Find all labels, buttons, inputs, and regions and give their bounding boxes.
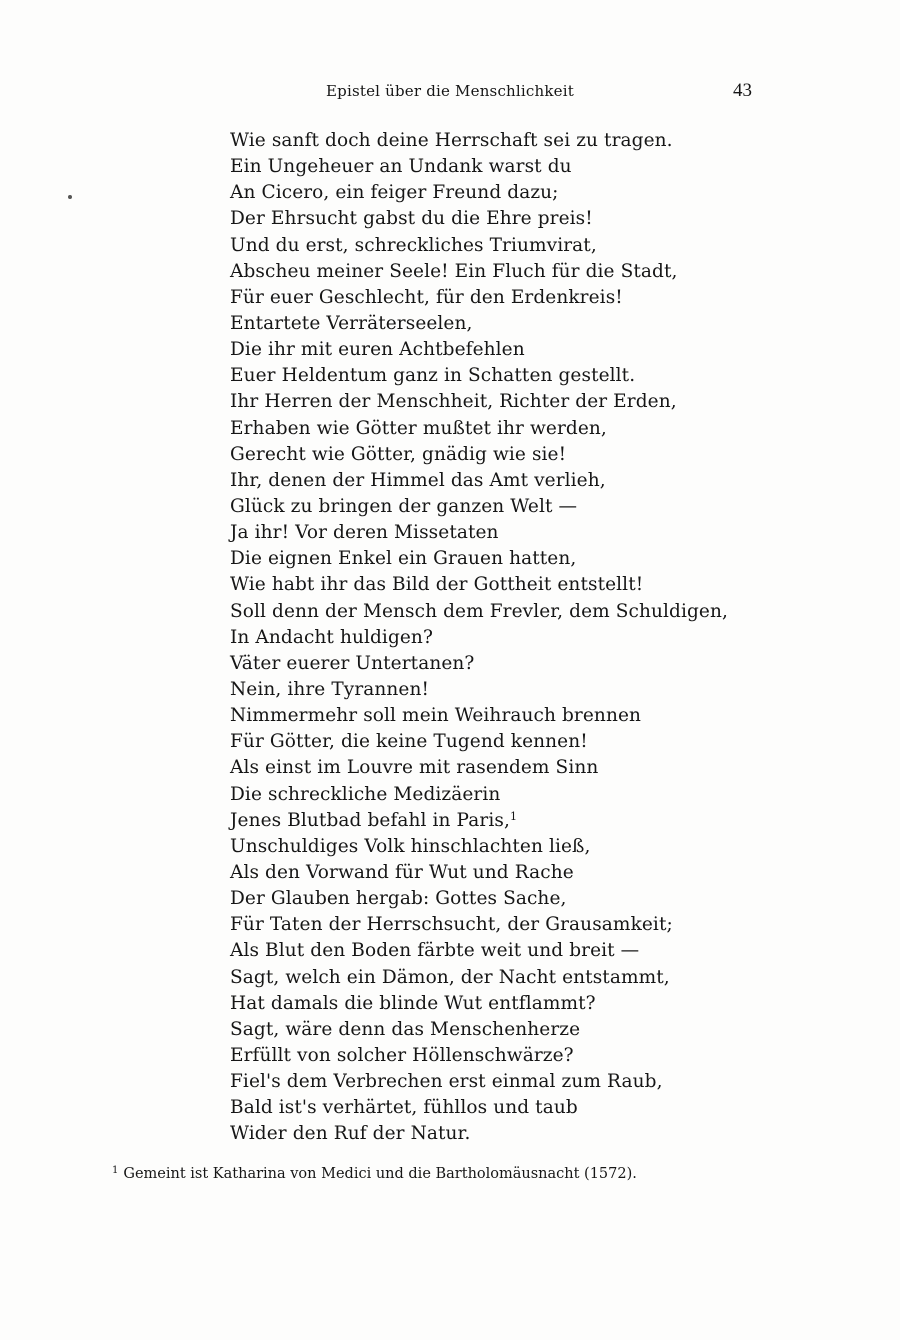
verse-line: Ihr Herren der Menschheit, Richter der Erden, [230,391,677,413]
footnote-marker: 1 [112,1165,119,1176]
verse-line: Wie habt ihr das Bild der Gottheit entstellt! [230,574,644,596]
verse-line: Als einst im Louvre mit rasendem Sinn [230,757,599,779]
verse-line: Gerecht wie Götter, gnädig wie sie! [230,443,567,465]
footnote-ref: 1 [509,809,518,823]
verse-line: In Andacht huldigen? [230,626,433,648]
verse-line: Für Taten der Herrschsucht, der Grausamkeit; [230,914,673,936]
verse-line: Als den Vorwand für Wut und Rache [230,861,574,883]
verse-line: Nimmermehr soll mein Weihrauch brennen [230,705,642,727]
verse-text: Jenes Blutbad befahl in Paris, [230,809,510,831]
page-number: 43 [733,80,752,101]
verse-line: Ein Ungeheuer an Undank warst du [230,156,572,178]
verse-line: Erhaben wie Götter mußtet ihr werden, [230,417,607,439]
verse-line: Abscheu meiner Seele! Ein Fluch für die Stadt, [230,260,678,282]
verse-line: Die schreckliche Medizäerin [230,783,501,805]
running-title: Epistel über die Menschlichkeit [326,82,574,100]
verse-line: Die ihr mit euren Achtbefehlen [230,339,525,361]
verse-line: Als Blut den Boden färbte weit und breit — [230,940,640,962]
verse-line: Soll denn der Mensch dem Frevler, dem Schuldigen, [230,600,728,622]
verse-line: Wider den Ruf der Natur. [230,1123,471,1145]
verse-line: Für Götter, die keine Tugend kennen! [230,731,588,753]
print-speck [68,195,72,199]
verse-line: Und du erst, schreckliches Triumvirat, [230,234,597,256]
verse-line: Sagt, welch ein Dämon, der Nacht entstammt, [230,966,670,988]
verse-line: Ja ihr! Vor deren Missetaten [230,522,499,544]
verse-line: Glück zu bringen der ganzen Welt — [230,495,578,517]
verse-line: Erfüllt von solcher Höllenschwärze? [230,1044,574,1066]
verse-line: Die eignen Enkel ein Grauen hatten, [230,548,577,570]
verse-line: Unschuldiges Volk hinschlachten ließ, [230,835,591,857]
verse-line-with-footnote-ref [230,808,728,834]
footnote-text: Gemeint ist Katharina von Medici und die Bartholomäusnacht (1572). [123,1166,637,1182]
running-head [0,82,900,106]
verse-line: Der Glauben hergab: Gottes Sache, [230,888,567,910]
verse-line: Nein, ihre Tyrannen! [230,678,430,700]
footnote [112,1165,637,1182]
verse-line: Der Ehrsucht gabst du die Ehre preis! [230,208,593,230]
verse-line: Sagt, wäre denn das Menschenherze [230,1018,581,1040]
verse-line: Ihr, denen der Himmel das Amt verlieh, [230,469,606,491]
verse-line: Väter euerer Untertanen? [230,652,475,674]
verse-line: Entartete Verräterseelen, [230,312,473,334]
verse-line: Hat damals die blinde Wut entflammt? [230,992,596,1014]
verse-line: Bald ist's verhärtet, fühllos und taub [230,1097,578,1119]
verse-line: Euer Heldentum ganz in Schatten gestellt. [230,365,636,387]
verse-line: An Cicero, ein feiger Freund dazu; [230,182,559,204]
poem-body [230,128,728,1147]
verse-line: Fiel's dem Verbrechen erst einmal zum Raub, [230,1071,663,1093]
verse-line: Für euer Geschlecht, für den Erdenkreis! [230,286,623,308]
verse-line: Wie sanft doch deine Herrschaft sei zu tragen. [230,130,673,151]
